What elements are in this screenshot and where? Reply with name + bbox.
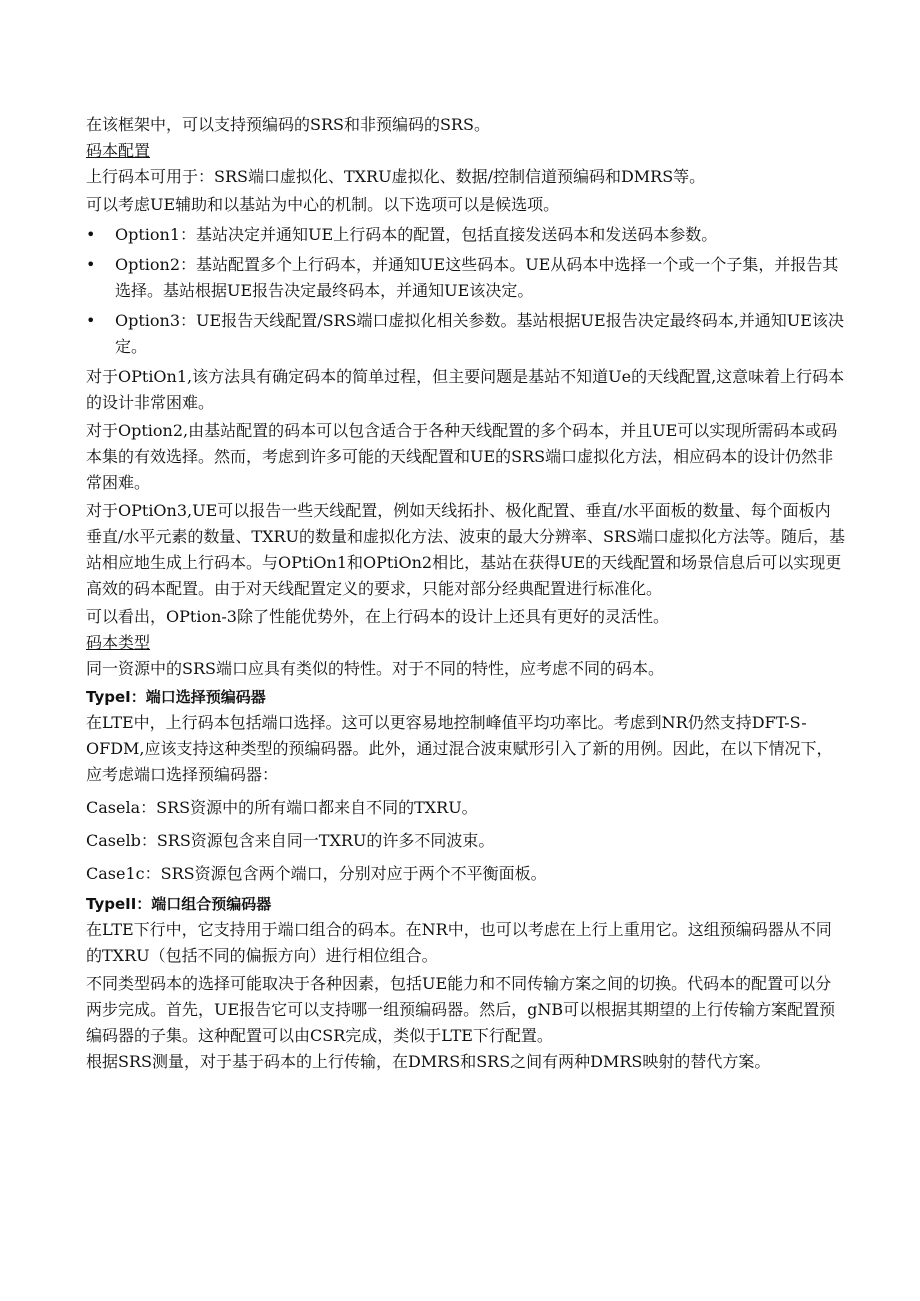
paragraph-type2-description: 在LTE下行中，它支持用于端口组合的码本。在NR中，也可以考虑在上行上重用它。这组预编码器从不同的TXRU（包括不同的偏振方向）进行相位组合。 <box>86 920 832 965</box>
document-body <box>86 112 846 1075</box>
list-item-option1 <box>86 222 846 248</box>
list-item-text: Option1：基站决定并通知UE上行码本的配置，包括直接发送码本和发送码本参数。 <box>115 225 718 244</box>
heading-type2: TypeII：端口组合预编码器 <box>86 895 272 913</box>
paragraph-option3-analysis: 对于OPtiOn3,UE可以报告一些天线配置，例如天线拓扑、极化配置、垂直/水平面板的数量、每个面板内垂直/水平元素的数量、TXRU的数量和虚拟化方法、波束的最大分辨率、SRS端口虚拟化方法等。随后，基站相应地生成上行码本。与OPtiOn1和OPtiOn2相比，基站在获得UE的天线配置和场景信息后可以实现更高效的码本配置。由于对天线配置定义的要求，只能对部分经典配置进行标准化。 <box>86 501 845 598</box>
paragraph-srs-port-characteristics: 同一资源中的SRS端口应具有类似的特性。对于不同的特性，应考虑不同的码本。 <box>86 659 664 678</box>
options-list <box>86 222 846 360</box>
case-1c: Case1c：SRS资源包含两个端口，分别对应于两个不平衡面板。 <box>86 864 547 883</box>
paragraph-dmrs-mapping: 根据SRS测量，对于基于码本的上行传输，在DMRS和SRS之间有两种DMRS映射的替代方案。 <box>86 1052 771 1071</box>
bullet-marker: • <box>86 311 96 330</box>
paragraph-option1-analysis: 对于OPtiOn1,该方法具有确定码本的简单过程，但主要问题是基站不知道Ue的天线配置,这意味着上行码本的设计非常困难。 <box>86 367 845 412</box>
list-item-text: Option2：基站配置多个上行码本，并通知UE这些码本。UE从码本中选择一个或一个子集，并报告其选择。基站根据UE报告决定最终码本，并通知UE该决定。 <box>115 255 839 300</box>
heading-codebook-type: 码本类型 <box>86 633 151 652</box>
bullet-marker: • <box>86 255 96 274</box>
paragraph-option2-analysis: 对于Option2,由基站配置的码本可以包含适合于各种天线配置的多个码本，并且UE可以实现所需码本或码本集的有效选择。然而，考虑到许多可能的天线配置和UE的SRS端口虚拟化方法，相应码本的设计仍然非常困难。 <box>86 421 838 492</box>
case-1b: Caselb：SRS资源包含来自同一TXRU的许多不同波束。 <box>86 831 495 850</box>
paragraph-type1-description: 在LTE中，上行码本包括端口选择。这可以更容易地控制峰值平均功率比。考虑到NR仍然支持DFT-S-OFDM,应该支持这种类型的预编码器。此外，通过混合波束赋形引入了新的用例。因此，在以下情况下，应考虑端口选择预编码器： <box>86 713 833 784</box>
list-item-text: Option3：UE报告天线配置/SRS端口虚拟化相关参数。基站根据UE报告决定最终码本,并通知UE该决定。 <box>115 311 844 356</box>
bullet-marker: • <box>86 225 96 244</box>
paragraph-codebook-selection: 不同类型码本的选择可能取决于各种因素，包括UE能力和不同传输方案之间的切换。代码本的配置可以分两步完成。首先，UE报告它可以支持哪一组预编码器。然后，gNB可以根据其期望的上行传输方案配置预编码器的子集。这种配置可以由CSR完成，类似于LTE下行配置。 <box>86 974 836 1045</box>
paragraph-intro: 在该框架中，可以支持预编码的SRS和非预编码的SRS。 <box>86 115 490 134</box>
paragraph-uplink-codebook-usage: 上行码本可用于：SRS端口虚拟化、TXRU虚拟化、数据/控制信道预编码和DMRS等。 <box>86 167 706 186</box>
list-item-option2 <box>86 252 846 304</box>
heading-codebook-config: 码本配置 <box>86 141 151 160</box>
paragraph-option3-flexibility: 可以看出，OPtion-3除了性能优势外，在上行码本的设计上还具有更好的灵活性。 <box>86 607 669 626</box>
paragraph-mechanisms: 可以考虑UE辅助和以基站为中心的机制。以下选项可以是候选项。 <box>86 195 560 214</box>
list-item-option3 <box>86 308 846 360</box>
case-1a: Casela：SRS资源中的所有端口都来自不同的TXRU。 <box>86 798 478 817</box>
heading-type1: TypeI：端口选择预编码器 <box>86 688 266 706</box>
